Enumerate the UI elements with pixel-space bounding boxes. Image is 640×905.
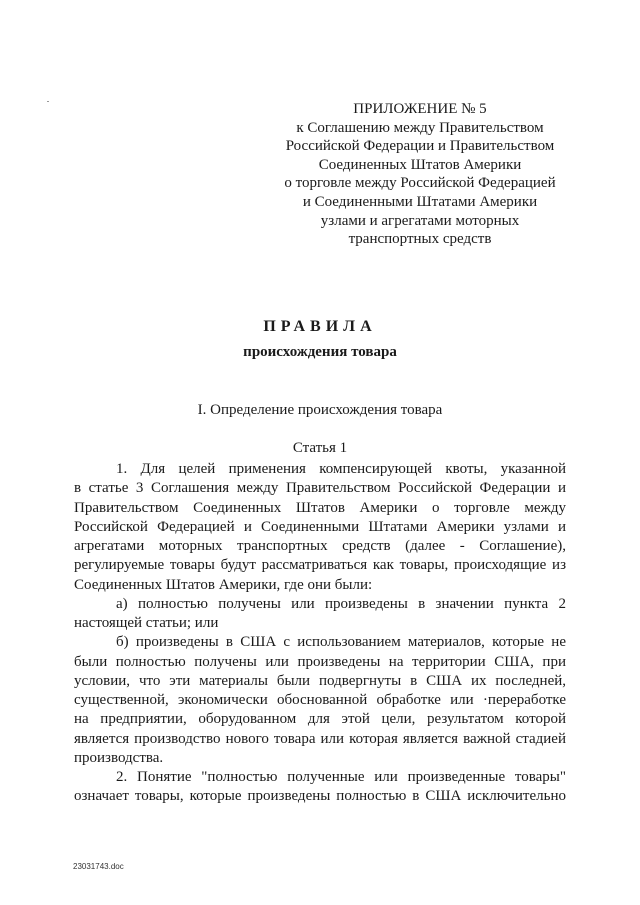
body-line: Российской Федерацией и Соединенными Штатами Америки узлами и xyxy=(74,518,566,535)
appendix-line: о торговле между Российской Федерацией xyxy=(284,175,556,192)
body-line: агрегатами моторных транспортных средств (далее - Соглашение), xyxy=(74,538,566,554)
appendix-number: ПРИЛОЖЕНИЕ № 5 xyxy=(353,101,487,117)
body-line: производства. xyxy=(74,749,164,766)
article-body xyxy=(74,460,566,807)
body-line: является производство нового товара или которая является важной стадией xyxy=(74,730,566,747)
body-line: а) полностью получены или произведены в значении пункта 2 xyxy=(116,595,566,612)
article-heading: Статья 1 xyxy=(292,440,348,456)
body-line: регулируемые товары будут рассматриваться как товары, происходящие из xyxy=(74,557,566,574)
body-line: на предприятии, оборудованном для этой цели, результатом которой xyxy=(74,711,566,728)
appendix-line: к Соглашению между Правительством xyxy=(296,119,544,136)
scan-artifact xyxy=(47,101,49,102)
appendix-line: узлами и агрегатами моторных xyxy=(320,212,520,229)
body-line: Правительством Соединенных Штатов Америки о торговле между xyxy=(74,499,566,516)
body-line: 2. Понятие "полностью полученные или произведенные товары" xyxy=(116,769,566,785)
appendix-line: Российской Федерации и Правительством xyxy=(285,138,555,155)
body-line: условии, что эти материалы были подвергнуты в США их последней, xyxy=(74,672,566,689)
document-subtitle: происхождения товара xyxy=(243,344,397,360)
appendix-line: Соединенных Штатов Америки xyxy=(318,156,522,173)
body-line: Соединенных Штатов Америки, где они были: xyxy=(74,576,373,593)
document-title: ПРАВИЛА xyxy=(263,318,377,335)
body-line: настоящей статьи; или xyxy=(74,615,219,631)
body-line: были полностью получены или произведены на территории США, при xyxy=(74,653,566,670)
body-line: означает товары, которые произведены полностью в США исключительно xyxy=(74,788,566,805)
body-line: в статье 3 Соглашения между Правительством Российской Федерации и xyxy=(74,480,566,497)
section-heading: I. Определение происхождения товара xyxy=(197,402,443,418)
appendix-header xyxy=(270,100,570,249)
body-line: существенной, экономически обоснованной обработке или ·переработке xyxy=(74,692,566,708)
appendix-line: транспортных средств xyxy=(348,231,492,248)
footer-filename: 23031743.doc xyxy=(73,862,124,871)
body-line: б) произведены в США с использованием материалов, которые не xyxy=(116,634,566,651)
appendix-line: и Соединенными Штатами Америки xyxy=(302,193,538,210)
body-line: 1. Для целей применения компенсирующей квоты, указанной xyxy=(116,461,566,477)
